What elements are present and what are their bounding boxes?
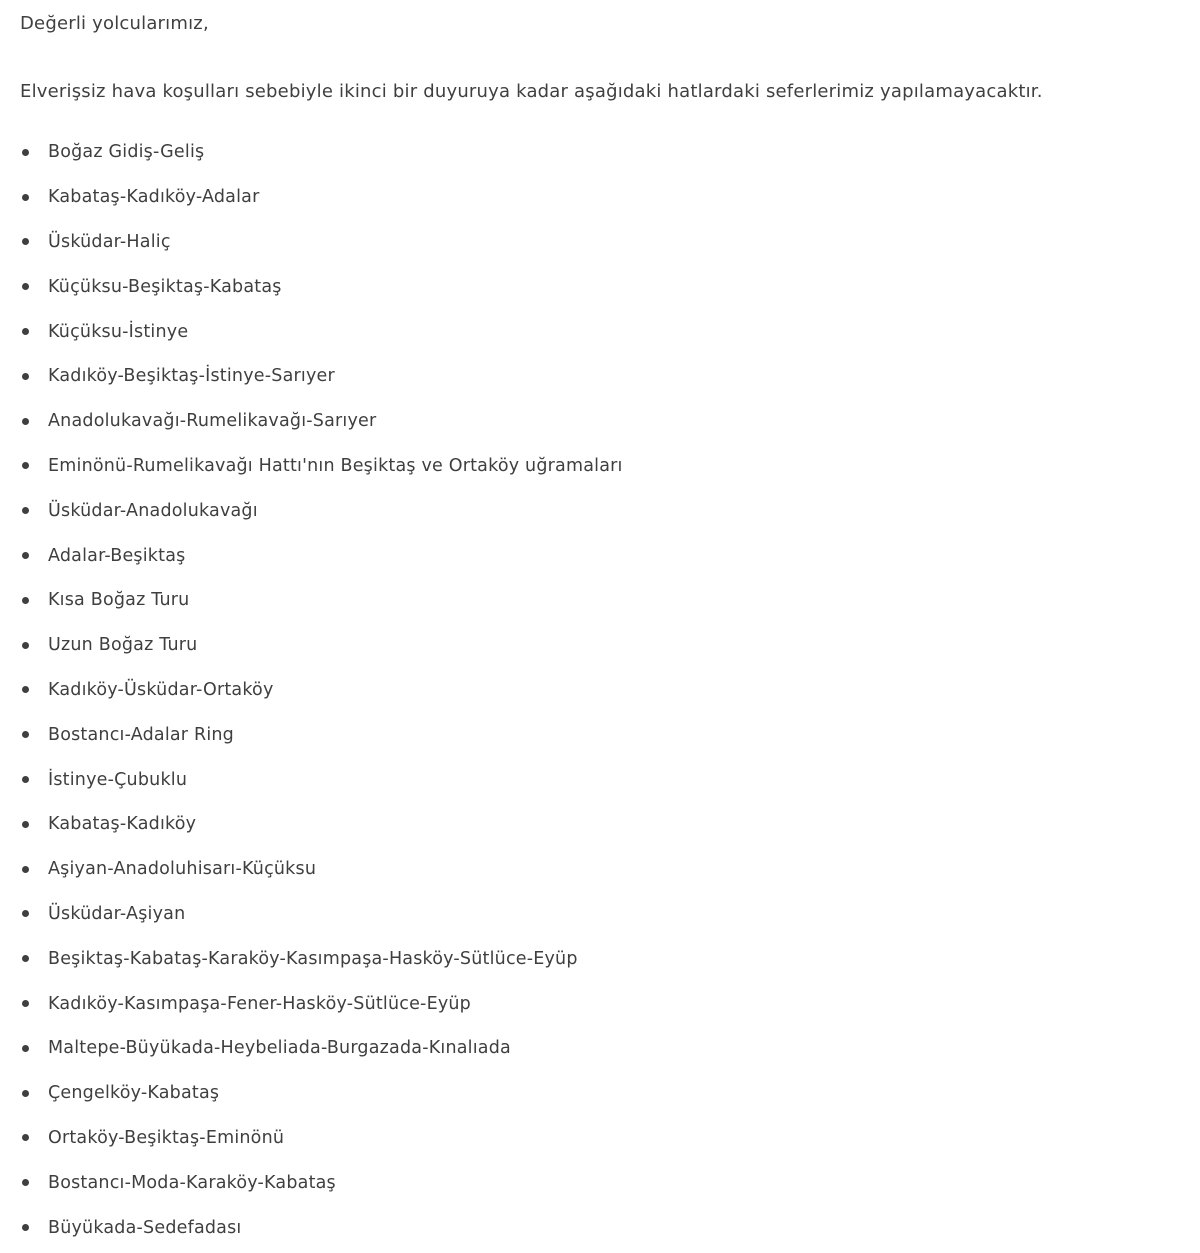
cancelled-lines-list bbox=[20, 130, 1180, 1250]
list-item bbox=[20, 1071, 1180, 1116]
list-item bbox=[20, 220, 1180, 265]
list-item bbox=[20, 354, 1180, 399]
bullet-icon bbox=[22, 373, 29, 380]
list-item bbox=[20, 175, 1180, 220]
line-name: Üsküdar-Anadolukavağı bbox=[48, 500, 258, 521]
bullet-icon bbox=[22, 507, 29, 514]
line-name: İstinye-Çubuklu bbox=[48, 769, 188, 790]
bullet-icon bbox=[22, 1224, 29, 1231]
greeting-text: Değerli yolcularımız, bbox=[20, 13, 209, 34]
list-item bbox=[20, 981, 1180, 1026]
bullet-icon bbox=[22, 283, 29, 290]
bullet-icon bbox=[22, 149, 29, 156]
bullet-icon bbox=[22, 1045, 29, 1052]
bullet-icon bbox=[22, 731, 29, 738]
line-name: Eminönü-Rumelikavağı Hattı'nın Beşiktaş ve Ortaköy uğramaları bbox=[48, 455, 623, 476]
list-item bbox=[20, 757, 1180, 802]
list-item bbox=[20, 309, 1180, 354]
list-item bbox=[20, 668, 1180, 713]
bullet-icon bbox=[22, 1000, 29, 1007]
list-item bbox=[20, 802, 1180, 847]
bullet-icon bbox=[22, 1134, 29, 1141]
bullet-icon bbox=[22, 821, 29, 828]
list-item bbox=[20, 130, 1180, 175]
list-item bbox=[20, 936, 1180, 981]
bullet-icon bbox=[22, 1090, 29, 1097]
list-item bbox=[20, 399, 1180, 444]
line-name: Kadıköy-Beşiktaş-İstinye-Sarıyer bbox=[48, 366, 335, 387]
list-item bbox=[20, 1026, 1180, 1071]
line-name: Küçüksu-Beşiktaş-Kabataş bbox=[48, 276, 282, 297]
line-name: Büyükada-Sedefadası bbox=[48, 1217, 242, 1238]
bullet-icon bbox=[22, 328, 29, 335]
bullet-icon bbox=[22, 418, 29, 425]
line-name: Küçüksu-İstinye bbox=[48, 321, 189, 342]
list-item bbox=[20, 892, 1180, 937]
bullet-icon bbox=[22, 194, 29, 201]
bullet-icon bbox=[22, 462, 29, 469]
list-item bbox=[20, 578, 1180, 623]
line-name: Aşiyan-Anadoluhisarı-Küçüksu bbox=[48, 859, 317, 880]
list-item bbox=[20, 623, 1180, 668]
line-name: Adalar-Beşiktaş bbox=[48, 545, 186, 566]
line-name: Üsküdar-Aşiyan bbox=[48, 903, 186, 924]
line-name: Üsküdar-Haliç bbox=[48, 231, 171, 252]
bullet-icon bbox=[22, 866, 29, 873]
line-name: Beşiktaş-Kabataş-Karaköy-Kasımpaşa-Hasköy-Sütlüce-Eyüp bbox=[48, 948, 578, 969]
bullet-icon bbox=[22, 686, 29, 693]
line-name: Kabataş-Kadıköy-Adalar bbox=[48, 187, 260, 208]
bullet-icon bbox=[22, 1179, 29, 1186]
bullet-icon bbox=[22, 597, 29, 604]
bullet-icon bbox=[22, 552, 29, 559]
list-item bbox=[20, 533, 1180, 578]
bullet-icon bbox=[22, 910, 29, 917]
line-name: Bostancı-Moda-Karaköy-Kabataş bbox=[48, 1172, 336, 1193]
bullet-icon bbox=[22, 642, 29, 649]
list-item bbox=[20, 1205, 1180, 1250]
bullet-icon bbox=[22, 238, 29, 245]
line-name: Maltepe-Büyükada-Heybeliada-Burgazada-Kınalıada bbox=[48, 1038, 511, 1059]
list-item bbox=[20, 712, 1180, 757]
line-name: Kadıköy-Kasımpaşa-Fener-Hasköy-Sütlüce-Eyüp bbox=[48, 993, 471, 1014]
line-name: Ortaköy-Beşiktaş-Eminönü bbox=[48, 1127, 285, 1148]
announcement-body: Elverişsiz hava koşulları sebebiyle ikinci bir duyuruya kadar aşağıdaki hatlardaki seferlerimiz yapılamayacaktır. bbox=[20, 81, 1043, 102]
list-item bbox=[20, 488, 1180, 533]
list-item bbox=[20, 264, 1180, 309]
bullet-icon bbox=[22, 776, 29, 783]
line-name: Boğaz Gidiş-Geliş bbox=[48, 142, 205, 163]
list-item bbox=[20, 1116, 1180, 1161]
line-name: Kadıköy-Üsküdar-Ortaköy bbox=[48, 679, 274, 700]
line-name: Anadolukavağı-Rumelikavağı-Sarıyer bbox=[48, 411, 377, 432]
line-name: Bostancı-Adalar Ring bbox=[48, 724, 234, 745]
list-item bbox=[20, 847, 1180, 892]
line-name: Kabataş-Kadıköy bbox=[48, 814, 197, 835]
list-item bbox=[20, 1160, 1180, 1205]
bullet-icon bbox=[22, 955, 29, 962]
list-item bbox=[20, 444, 1180, 489]
line-name: Çengelköy-Kabataş bbox=[48, 1083, 220, 1104]
line-name: Kısa Boğaz Turu bbox=[48, 590, 190, 611]
line-name: Uzun Boğaz Turu bbox=[48, 635, 198, 656]
